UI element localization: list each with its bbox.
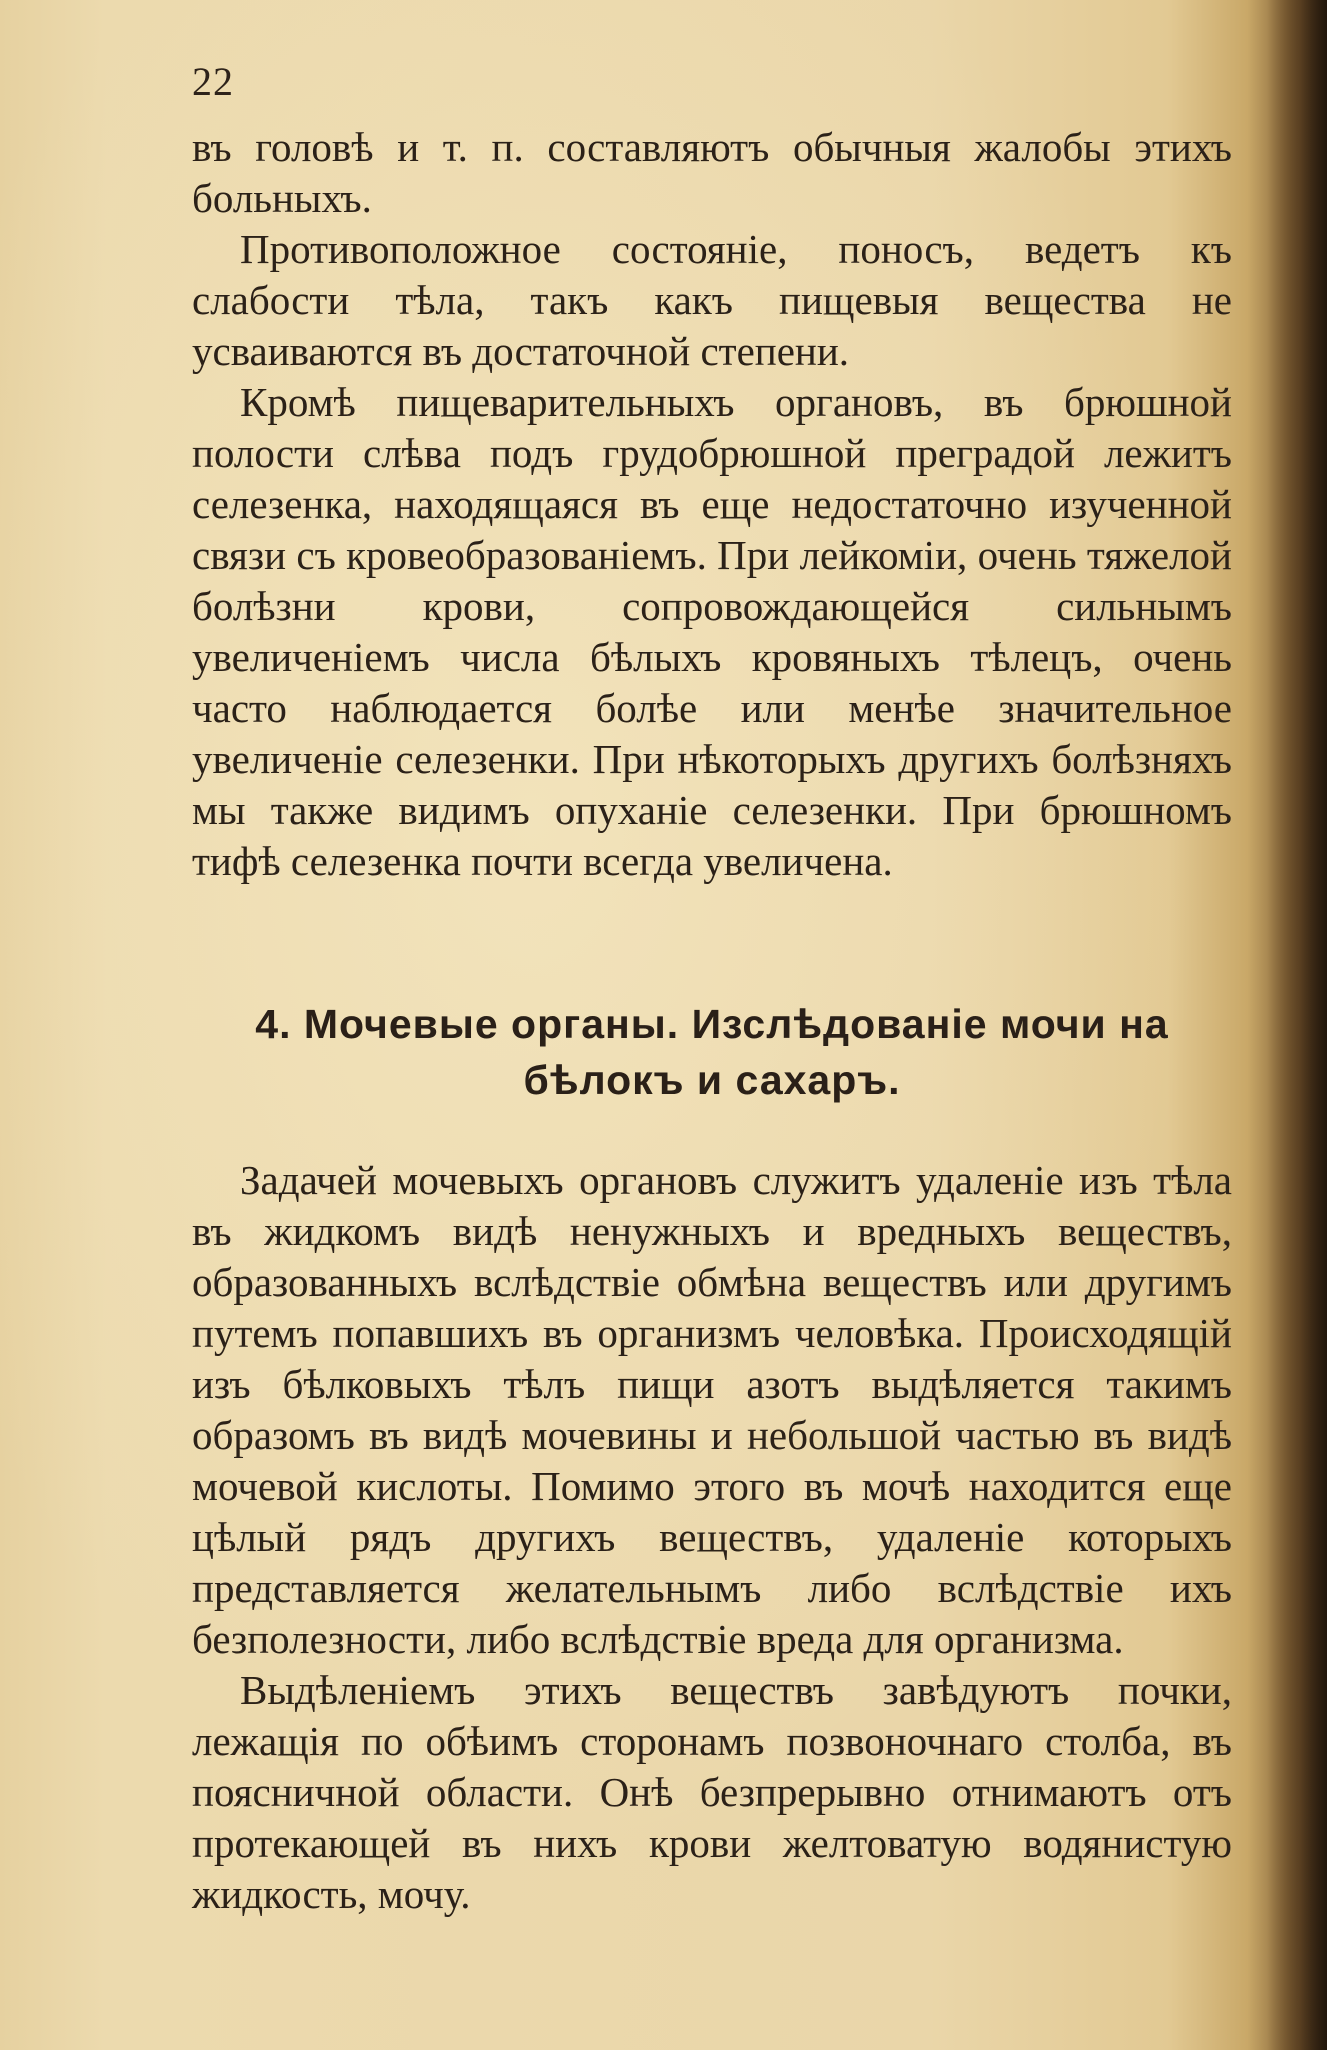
section-heading-line-1: 4. Мочевые органы. Изслѣдованіе мочи на (255, 1001, 1169, 1047)
paragraph-spleen: Кромѣ пищеварительныхъ органовъ, въ брюшной полости слѣва подъ грудобрюшной преградой лежитъ селезенка, находящаяся въ еще недостаточно изученной связи съ кровеобразованіемъ. При лейкоміи, очень тяжелой болѣзни крови, сопровождающейся сильнымъ увеличеніемъ числа бѣлыхъ кровяныхъ тѣлецъ, очень часто наблюдается болѣе или менѣе значительное увеличеніе селезенки. При нѣкоторыхъ другихъ болѣзняхъ мы также видимъ опуханіе селезенки. При брюшномъ тифѣ селезенка почти всегда увеличена. (192, 379, 1232, 884)
page-number: 22 (192, 59, 234, 104)
spine-shadow (1267, 0, 1327, 2050)
section-heading (192, 996, 1232, 1108)
upper-text-block (192, 122, 1232, 887)
paragraph-kidneys: Выдѣленіемъ этихъ веществъ завѣдуютъ почки, лежащія по обѣимъ сторонамъ позвоночнаго столба, въ поясничной области. Онѣ безпрерывно отнимаютъ отъ протекающей въ нихъ крови желтоватую водянистую жидкость, мочу. (192, 1667, 1232, 1917)
paragraph-urinary-task: Задачей мочевыхъ органовъ служитъ удаленіе изъ тѣла въ жидкомъ видѣ ненужныхъ и вредныхъ веществъ, образованныхъ вслѣдствіе обмѣна веществъ или другимъ путемъ попавшихъ въ организмъ человѣка. Происходящій изъ бѣлковыхъ тѣлъ пищи азотъ выдѣляется такимъ образомъ въ видѣ мочевины и небольшой частью въ видѣ мочевой кислоты. Помимо этого въ мочѣ находится еще цѣлый рядъ другихъ веществъ, удаленіе которыхъ представляется желательнымъ либо вслѣдствіе ихъ безполезности, либо вслѣдствіе вреда для организма. (192, 1157, 1232, 1662)
paragraph-diarrhea: Противоположное состояніе, поносъ, ведетъ къ слабости тѣла, такъ какъ пищевыя вещества не усваиваются въ достаточной степени. (192, 226, 1232, 374)
section-heading-line-2: бѣлокъ и сахаръ. (523, 1057, 901, 1103)
paragraph-continuation: въ головѣ и т. п. составляютъ обычныя жалобы этихъ больныхъ. (192, 124, 1232, 221)
lower-text-block (192, 1155, 1232, 1920)
